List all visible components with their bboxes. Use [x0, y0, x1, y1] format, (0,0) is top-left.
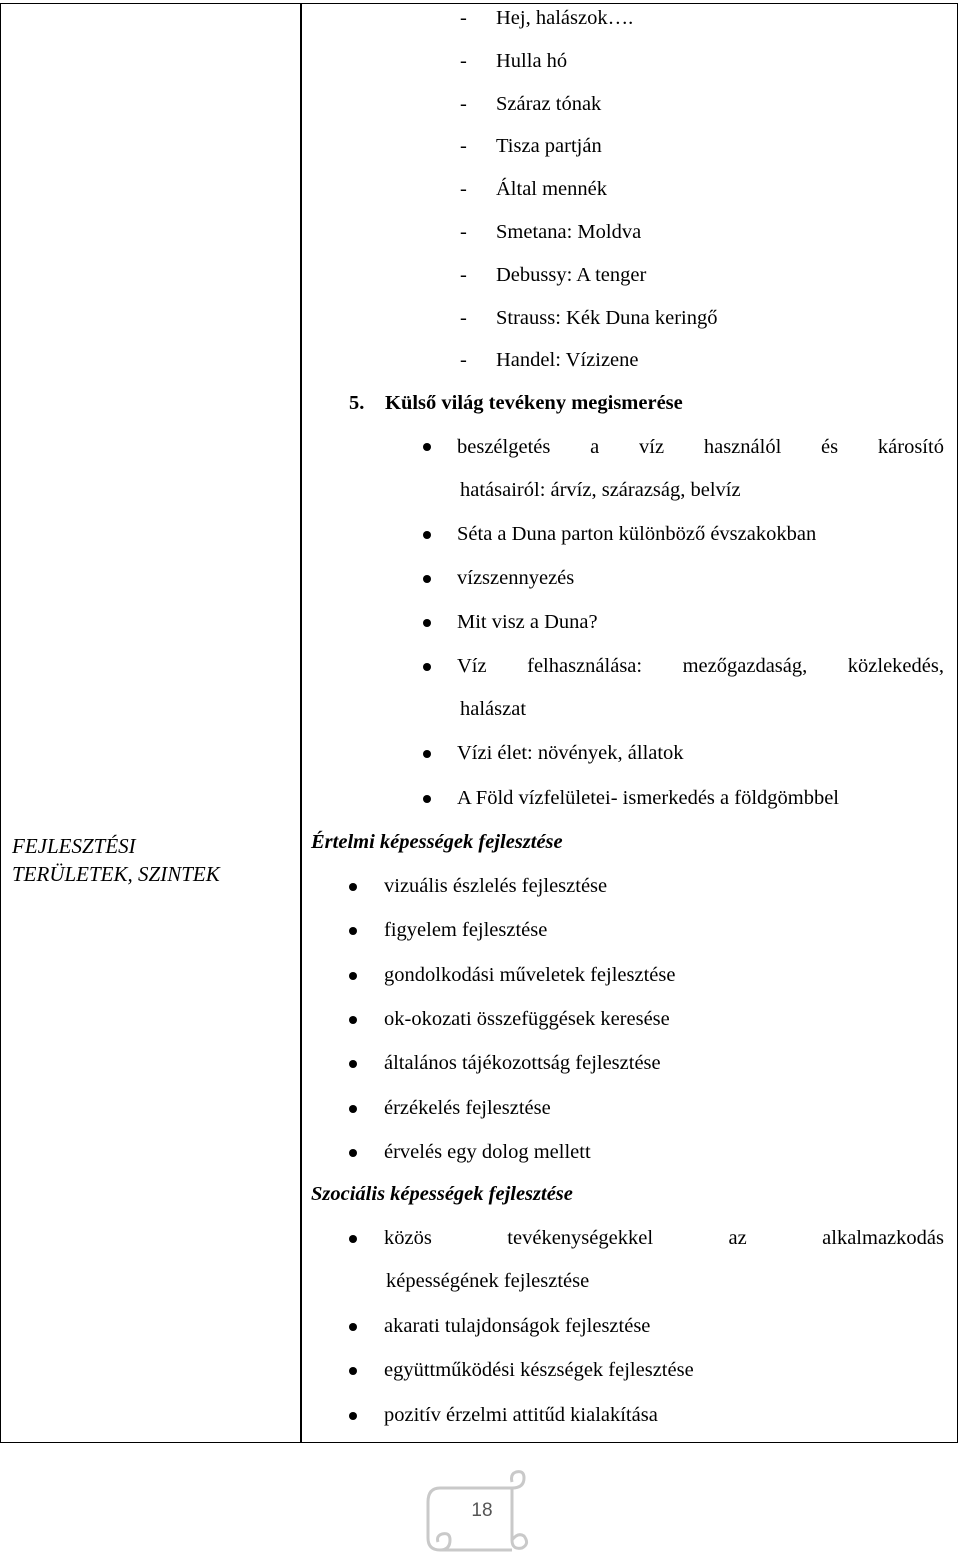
social-heading: Szociális képességek fejlesztése	[311, 1183, 573, 1205]
list-item: érvelés egy dolog mellett	[384, 1140, 591, 1163]
list-item: gondolkodási műveletek fejlesztése	[384, 963, 676, 986]
page-number: 18	[471, 1500, 493, 1521]
bullet	[349, 1149, 357, 1157]
list-item: figyelem fejlesztése	[384, 919, 548, 942]
dash-marker: -	[460, 49, 467, 72]
row-header-line2: TERÜLETEK, SZINTEK	[12, 862, 220, 886]
dash-list-item: Hulla hó	[496, 49, 568, 72]
bullet	[349, 1323, 357, 1331]
dash-marker: -	[460, 7, 467, 29]
word: az	[728, 1227, 747, 1249]
word: a	[590, 436, 600, 458]
dash-marker: -	[460, 221, 467, 243]
dash-marker: -	[460, 92, 467, 115]
word: közlekedés,	[847, 655, 944, 677]
list-item: érzékelés fejlesztése	[384, 1096, 551, 1119]
list-item-continuation: képességének fejlesztése	[386, 1270, 590, 1292]
word: alkalmazkodás	[822, 1227, 944, 1249]
row-header-line1: FEJLESZTÉSI	[12, 834, 136, 858]
column-divider	[300, 4, 302, 1442]
bullet	[423, 575, 431, 583]
dash-marker: -	[460, 349, 467, 372]
bullet	[349, 1105, 357, 1113]
dash-list-item: Tisza partján	[496, 135, 602, 158]
bullet	[423, 795, 431, 803]
dash-marker: -	[460, 306, 467, 329]
dash-list-item: Által mennék	[496, 178, 608, 201]
list-item: együttműködési készségek fejlesztése	[384, 1359, 694, 1382]
list-item: vizuális észlelés fejlesztése	[384, 875, 608, 897]
bullet	[349, 1016, 357, 1024]
list-item: Mit visz a Duna?	[457, 611, 598, 633]
word: mezőgazdaság,	[682, 655, 808, 677]
list-item-justified	[457, 435, 944, 459]
bullet	[349, 1235, 357, 1243]
bullet	[423, 663, 431, 671]
list-item-continuation: hatásairól: árvíz, szárazság, belvíz	[460, 479, 741, 501]
list-item: A Föld vízfelületei- ismerkedés a földgömbbel	[457, 787, 840, 809]
dash-list-item: Száraz tónak	[496, 92, 602, 115]
section-title: Külső világ tevékeny megismerése	[385, 392, 683, 414]
list-item: általános tájékozottság fejlesztése	[384, 1052, 661, 1075]
row-header	[12, 832, 220, 888]
word: felhasználása:	[527, 655, 643, 677]
word: károsító	[877, 436, 944, 458]
list-item-continuation: halászat	[460, 698, 527, 720]
word: tevékenységekkel	[507, 1227, 654, 1249]
word: használól	[703, 436, 782, 458]
word: és	[821, 436, 839, 458]
dash-list-item: Strauss: Kék Duna keringő	[496, 306, 718, 329]
bullet	[423, 750, 431, 758]
list-item: ok-okozati összefüggések keresése	[384, 1007, 670, 1030]
bullet	[423, 443, 431, 451]
list-item: pozitív érzelmi attitűd kialakítása	[384, 1403, 658, 1426]
dash-list-item: Handel: Vízizene	[496, 349, 639, 372]
list-item: Vízi élet: növények, állatok	[457, 742, 684, 764]
dash-marker: -	[460, 135, 467, 158]
list-item: Séta a Duna parton különböző évszakokban	[457, 523, 817, 545]
bullet	[423, 619, 431, 627]
dash-list-item: Hej, halászok….	[496, 7, 634, 29]
list-item-justified	[384, 1226, 944, 1250]
word: beszélgetés	[457, 436, 551, 458]
bullet	[349, 1412, 357, 1420]
word: víz	[639, 436, 665, 458]
cognitive-heading: Értelmi képességek fejlesztése	[311, 831, 563, 853]
word: Víz	[457, 655, 487, 677]
bullet	[349, 883, 357, 891]
bullet	[423, 531, 431, 539]
section-number: 5.	[349, 392, 365, 414]
dash-marker: -	[460, 263, 467, 286]
list-item: vízszennyezés	[457, 567, 575, 589]
word: közös	[384, 1227, 432, 1249]
list-item: akarati tulajdonságok fejlesztése	[384, 1315, 651, 1337]
bullet	[349, 972, 357, 980]
dash-list-item: Smetana: Moldva	[496, 221, 642, 243]
list-item-justified	[457, 654, 944, 678]
dash-marker: -	[460, 178, 467, 201]
dash-list-item: Debussy: A tenger	[496, 263, 647, 286]
